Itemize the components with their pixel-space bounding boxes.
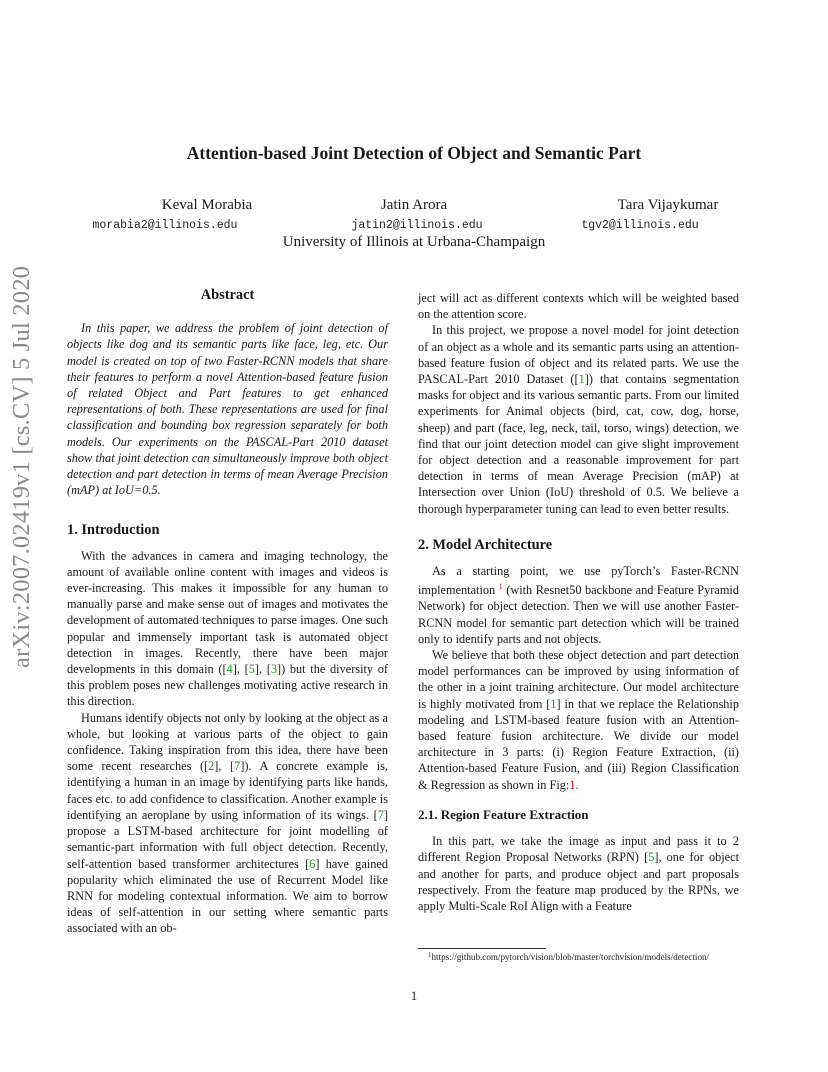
author-name: Keval Morabia (161, 197, 253, 213)
citation-link[interactable]: 2 (208, 759, 215, 774)
text-run: As a starting point, we use pyTorch’s Faster-RCNN implementation (418, 564, 739, 598)
text-run: ] propose a LSTM-based architecture for joint modelling of semantic-part information with full object detection. Recently, self-attention based transformer architectures [ (67, 807, 388, 871)
page-number: 1 (410, 989, 418, 1003)
citation-link[interactable]: 5 (248, 662, 255, 677)
footnote-rule (418, 948, 546, 949)
text-run: ], one for object and another for parts, and produce object and part proposals respectively. From the feature map produced by the RPNs, we apply Multi-Scale RoI Align with a Feature (418, 850, 739, 913)
arxiv-stamp: arXiv:2007.02419v1 [cs.CV] 5 Jul 2020 (8, 265, 35, 668)
figure-link[interactable]: 1 (569, 777, 576, 792)
section-heading: 1. Introduction (67, 522, 160, 539)
text-run: ] in that we replace the Relationship modeling and LSTM-based feature fusion with an Attention-based feature fusion architecture. We divide our model architecture in 3 parts: (i) Region Feature Extraction, (ii) Attention-based Feature Fusion, and (iii) Region Classification & Regression as shown in Fig: (418, 696, 739, 792)
paragraph (418, 647, 739, 793)
footnote (428, 951, 709, 962)
subsection-heading: 2.1. Region Feature Extraction (418, 806, 589, 822)
text-run: ]) that contains segmentation masks for object and its various semantic parts. From our limited experiments for Animal objects (bird, cat, cow, dog, horse, sheep) and part (face, leg, neck, tail, torso, wings) detection, we find that our joint detection model can give slight improvement for object detection and a reasonable improvement for part detection in terms of mean Average Precision (mAP) at Intersection over Union (IoU) threshold of 0.5. We believe a thorough hyperparameter tuning can lead to even better results. (418, 372, 739, 516)
citation-link[interactable]: 7 (377, 807, 384, 822)
text-run: With the advances in camera and imaging technology, the amount of available online content with images and videos is ever-increasing. This makes it impossible for any human to manually parse and make sense out of images and motivates the development of automated techniques to parse images. One such popular and immensely important task is automated object detection in images. Recently, there have been major developments in this domain ([ (67, 548, 388, 677)
citation-link[interactable]: 5 (648, 850, 655, 865)
author-email: morabia2@illinois.edu (92, 219, 238, 232)
paragraph (418, 563, 739, 647)
text-run: ], [ (254, 662, 271, 677)
text-run: . (575, 777, 579, 792)
text-run: Humans identify objects not only by looking at the object as a whole, but looking at various parts of the object to gain confidence. Taking inspiration from this idea, there have been some recent researches ([ (67, 710, 388, 774)
abstract-text: In this paper, we address the problem of joint detection of objects like dog and its semantic parts like face, leg, etc. Our model is created on top of two Faster-RCNN models that share their features to perform a novel Attention-based feature fusion of related Object and Part features to get enhanced representations of both. These representations are used for final classification and bounding box regression separately for both models. Our experiments on the PASCAL-Part 2010 dataset show that joint detection can simultaneously improve both object detection and part detection in terms of mean Average Precision (mAP) at IoU=0.5. (67, 321, 388, 498)
text-run: ], [ (214, 759, 235, 774)
footnote-marker[interactable]: 1 (498, 582, 503, 592)
left-column (67, 287, 388, 937)
author-name: Jatin Arora (380, 197, 448, 213)
text-run: ]) but the diversity of this problem poses new challenges motivating active research in this direction. (67, 662, 389, 709)
text-run: In this project, we propose a novel model for joint detection of an object as a whole and its semantic parts using an attention-based feature fusion of object and its related parts. We use the PASCAL-Part 2010 Dataset ([ (418, 323, 739, 387)
text-run: ] have gained popularity which eliminated the use of Recurrent Model like RNN for modeling contextual information. We aim to borrow ideas of self-attention in our setting where semantic parts associated with an ob- (67, 856, 388, 936)
text-run: In this part, we take the image as input and pass it to 2 different Region Proposal Networks (RPN) [ (418, 834, 739, 865)
text-run: ]). A concrete example is, identifying a human in an image by identifying parts like hands, faces etc. to add confidence to classification. Another example is identifying an aeroplane by using information of its wings. [ (67, 759, 389, 822)
abstract-heading: Abstract (200, 287, 255, 303)
footnote-url[interactable]: https://github.com/pytorch/vision/blob/master/torchvision/models/detection/ (431, 952, 710, 962)
text-run: We believe that both these object detection and part detection model performances can be improved by using information of the other in a joint training architecture. Our model architecture is highly motivated from [ (418, 648, 739, 711)
section-heading: 2. Model Architecture (418, 536, 553, 553)
citation-link[interactable]: 1 (578, 372, 585, 387)
paragraph (67, 548, 388, 710)
paragraph (418, 833, 739, 914)
paragraph (67, 710, 388, 937)
text-run: (with Resnet50 backbone and Feature Pyramid Network) for object detection. Then we will use another Faster-RCNN model for semantic part detection which will be trained only to identify parts and not objects. (418, 583, 739, 646)
footnote-number: 1 (428, 951, 432, 959)
author-email: tgv2@illinois.edu (581, 219, 699, 232)
paragraph: ject will act as different contexts which will be weighted based on the attention score. (418, 291, 739, 322)
right-column (418, 290, 739, 914)
citation-link[interactable]: 3 (270, 662, 277, 677)
paragraph (418, 322, 739, 516)
author-name: Tara Vijaykumar (617, 197, 719, 213)
citation-link[interactable]: 7 (234, 759, 241, 774)
affiliation: University of Illinois at Urbana-Champaign (282, 234, 546, 250)
citation-link[interactable]: 6 (309, 856, 316, 871)
paper-title: Attention-based Joint Detection of Object and Semantic Part (186, 143, 642, 163)
author-email: jatin2@illinois.edu (351, 219, 483, 232)
citation-link[interactable]: 1 (550, 696, 557, 711)
citation-link[interactable]: 4 (226, 662, 233, 677)
text-run: ], [ (232, 662, 249, 677)
